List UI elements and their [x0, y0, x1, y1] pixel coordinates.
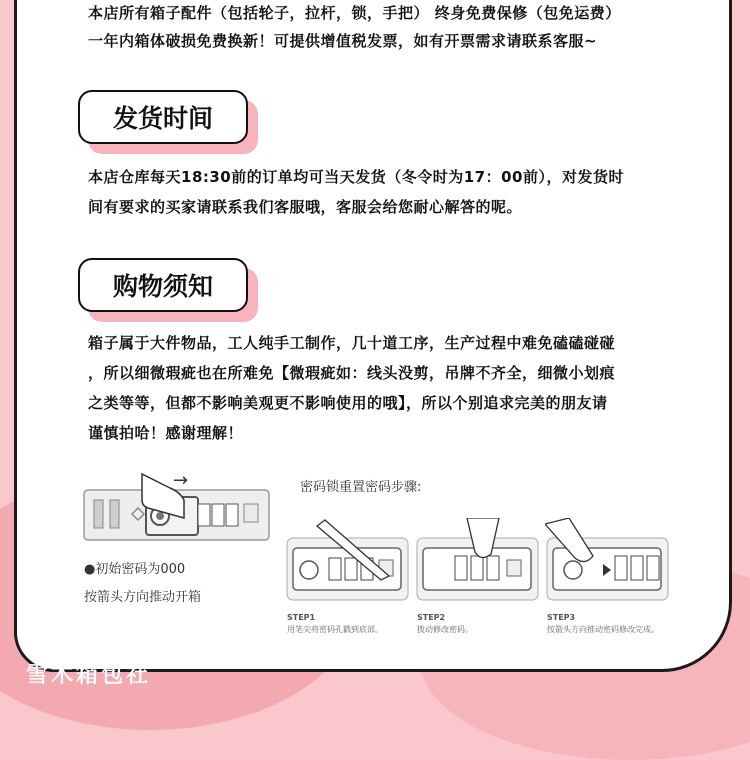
notice-line-1: 箱子属于大件物品，工人纯手工制作，几十道工序，生产过程中难免磕磕碰碰 — [88, 334, 616, 352]
step2-desc: 拨动修改密码。 — [417, 625, 473, 634]
notice-line-3: 之类等等，但都不影响美观更不影响使用的哦】，所以个别追求完美的朋友请 — [88, 394, 608, 412]
notice-line-2: ，所以细微瑕疵也在所难免【微瑕疵如：线头没剪，吊牌不齐全，细微小划痕 — [88, 364, 616, 382]
brand-logo: 雪木箱包社 — [26, 663, 152, 688]
step2-illustration — [415, 518, 540, 608]
step3-title: STEP3 — [547, 613, 576, 622]
step3-desc: 按箭头方向推动密码修改完成。 — [547, 625, 659, 634]
notice-line-4: 谨慎拍哈！感谢理解！ — [88, 424, 244, 442]
step2-title: STEP2 — [417, 613, 446, 622]
initial-password: ●初始密码为000 — [84, 562, 186, 577]
warranty-line-1: 本店所有箱子配件（包括轮子，拉杆，锁，手把） 终身免费保修（包免运费） — [88, 4, 621, 22]
step1-title: STEP1 — [287, 613, 316, 622]
shipping-line-2: 间有要求的买家请联系我们客服哦，客服会给您耐心解答的呢。 — [88, 198, 523, 216]
arrow-icon: → — [173, 470, 189, 491]
push-hint: 按箭头方向推动开箱 — [84, 590, 202, 605]
warranty-line-2: 一年内箱体破损免费换新！可提供增值税发票，如有开票需求请联系客服~ — [88, 32, 598, 50]
shipping-line-1: 本店仓库每天18:30前的订单均可当天发货（冬令时为17：00前），对发货时 — [88, 168, 624, 186]
step3-illustration — [545, 518, 670, 608]
notice-heading-block — [78, 258, 248, 312]
step1-illustration — [285, 518, 410, 608]
notice-heading: 购物须知 — [78, 258, 248, 312]
shipping-heading-block — [78, 90, 248, 144]
step1-desc: 用笔尖将密码孔戳到底部。 — [287, 625, 383, 634]
shipping-heading: 发货时间 — [78, 90, 248, 144]
reset-title: 密码锁重置密码步骤: — [300, 480, 422, 495]
